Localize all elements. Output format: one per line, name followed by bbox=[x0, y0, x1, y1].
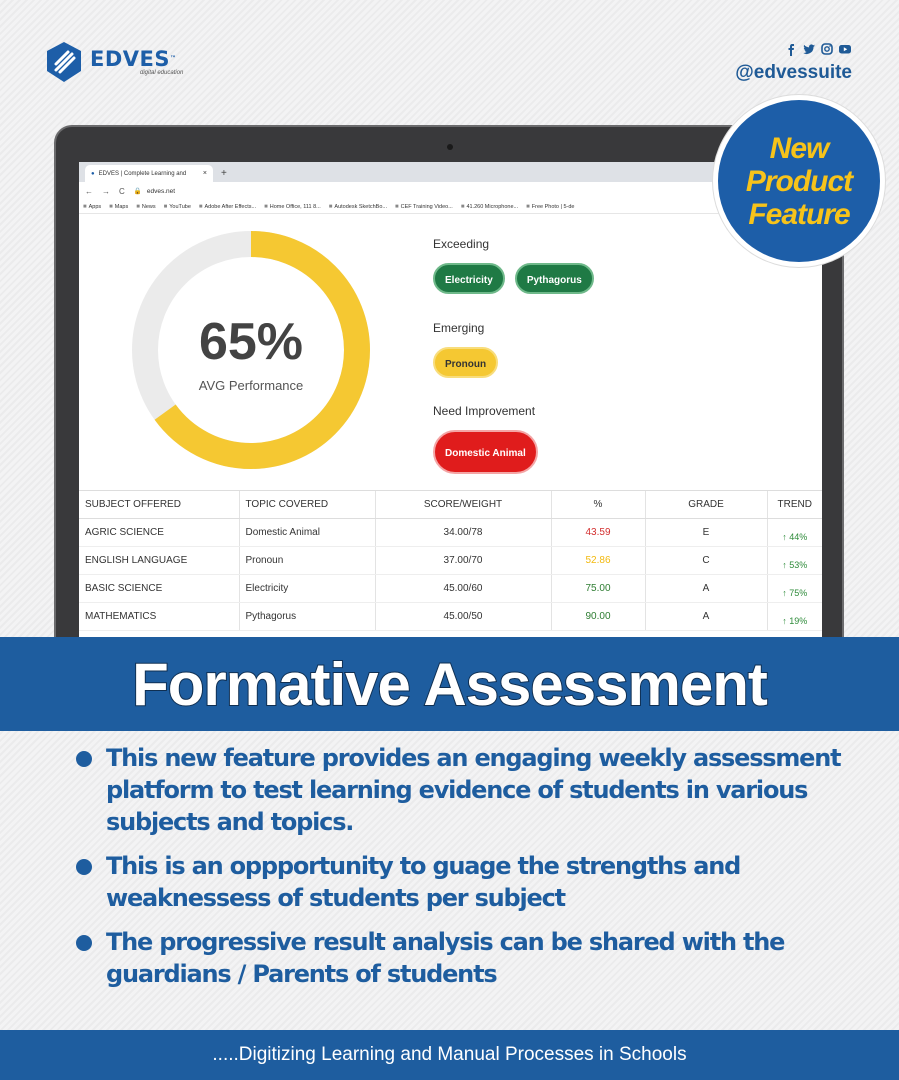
score-cell: 34.00/78 bbox=[375, 519, 551, 547]
browser-tab[interactable] bbox=[85, 165, 213, 182]
new-tab-button[interactable]: + bbox=[221, 168, 227, 179]
percent-cell: 90.00 bbox=[551, 603, 645, 631]
youtube-icon[interactable] bbox=[838, 42, 852, 56]
address-bar[interactable] bbox=[134, 187, 175, 195]
subject-cell: MATHEMATICS bbox=[79, 603, 239, 631]
subject-cell: ENGLISH LANGUAGE bbox=[79, 547, 239, 575]
bookmark-cef-training[interactable]: ■ CEF Training Video... bbox=[395, 204, 453, 210]
bookmark-after-effects[interactable]: ■ Adobe After Effects... bbox=[199, 204, 256, 210]
avg-performance-value: 65% bbox=[198, 313, 304, 371]
table-row[interactable] bbox=[79, 575, 822, 603]
topic-pill[interactable]: Domestic Animal bbox=[433, 430, 538, 474]
brand-name: EDVES™ bbox=[90, 47, 177, 71]
table-row[interactable] bbox=[79, 519, 822, 547]
exceeding-heading: Exceeding bbox=[433, 237, 490, 251]
need-improvement-heading: Need Improvement bbox=[433, 404, 536, 418]
bookmark-maps[interactable]: ■ Maps bbox=[109, 204, 128, 210]
bullet-text: This is an oppportunity to guage the strengths and weaknessess of students per subject bbox=[106, 852, 741, 912]
footer-bar bbox=[0, 1030, 899, 1080]
title-banner bbox=[0, 637, 899, 731]
percent-cell: 75.00 bbox=[551, 575, 645, 603]
column-header: SUBJECT OFFERED bbox=[79, 491, 239, 519]
list-item bbox=[76, 850, 856, 914]
emerging-heading: Emerging bbox=[433, 321, 485, 335]
instagram-icon[interactable] bbox=[820, 42, 834, 56]
grade-cell: E bbox=[645, 519, 767, 547]
avg-performance-label: AVG Performance bbox=[198, 378, 304, 393]
browser-tab-strip bbox=[79, 162, 822, 182]
bookmark-microphone[interactable]: ■ 41.260 Microphone... bbox=[461, 204, 518, 210]
score-cell: 45.00/60 bbox=[375, 575, 551, 603]
column-header: % bbox=[551, 491, 645, 519]
url-text: edves.net bbox=[146, 187, 176, 195]
bookmark-apps[interactable]: ■ Apps bbox=[83, 204, 101, 210]
bullet-icon bbox=[76, 859, 92, 875]
bookmark-sketchbook[interactable]: ■ Autodesk SketchBo... bbox=[329, 204, 387, 210]
social-handle[interactable]: @edvessuite bbox=[735, 62, 852, 83]
social-icons bbox=[735, 42, 852, 58]
topic-cell: Pythagorus bbox=[239, 603, 375, 631]
bullet-icon bbox=[76, 751, 92, 767]
need-improvement-section bbox=[433, 404, 538, 474]
list-item bbox=[76, 742, 856, 838]
bullet-text: This new feature provides an engaging weekly assessment platform to test learning evidence of students in various subjects and topics. bbox=[106, 744, 841, 836]
grade-cell: A bbox=[645, 603, 767, 631]
trend-cell: ↑ 19% bbox=[767, 603, 822, 631]
column-header: GRADE bbox=[645, 491, 767, 519]
bookmarks-bar bbox=[79, 200, 822, 214]
forward-icon[interactable]: → bbox=[102, 186, 110, 196]
score-cell: 37.00/70 bbox=[375, 547, 551, 575]
topic-cell: Electricity bbox=[239, 575, 375, 603]
percent-cell: 52.86 bbox=[551, 547, 645, 575]
topic-cell: Domestic Animal bbox=[239, 519, 375, 547]
grade-cell: C bbox=[645, 547, 767, 575]
facebook-icon[interactable] bbox=[784, 42, 798, 56]
close-tab-icon[interactable]: × bbox=[202, 170, 207, 177]
browser-tab-title: EDVES | Complete Learning and bbox=[98, 170, 187, 177]
list-item bbox=[76, 926, 856, 990]
bookmark-free-photo[interactable]: ■ Free Photo | 5-de bbox=[526, 204, 574, 210]
laptop-camera bbox=[447, 144, 453, 150]
bullet-icon bbox=[76, 935, 92, 951]
column-header: SCORE/WEIGHT bbox=[375, 491, 551, 519]
page-title: Formative Assessment bbox=[132, 650, 767, 718]
topic-cell: Pronoun bbox=[239, 547, 375, 575]
bookmark-news[interactable]: ■ News bbox=[136, 204, 155, 210]
grade-cell: A bbox=[645, 575, 767, 603]
back-icon[interactable]: ← bbox=[85, 186, 93, 196]
browser-toolbar bbox=[79, 182, 822, 200]
emerging-section bbox=[433, 321, 498, 378]
logo-text bbox=[90, 48, 183, 76]
laptop-screen bbox=[79, 162, 822, 640]
column-header: TREND bbox=[767, 491, 822, 519]
footer-tagline: .....Digitizing Learning and Manual Processes in Schools bbox=[212, 1044, 687, 1065]
trend-cell: ↑ 53% bbox=[767, 547, 822, 575]
table-row[interactable] bbox=[79, 547, 822, 575]
social-links bbox=[735, 42, 852, 84]
score-cell: 45.00/50 bbox=[375, 603, 551, 631]
lock-icon: 🔒 bbox=[133, 188, 142, 195]
bullet-text: The progressive result analysis can be shared with the guardians / Parents of students bbox=[106, 928, 785, 988]
favicon-icon: ● bbox=[91, 170, 95, 177]
trend-cell: ↑ 75% bbox=[767, 575, 822, 603]
subject-cell: BASIC SCIENCE bbox=[79, 575, 239, 603]
bookmark-home-office[interactable]: ■ Home Office, 111 8... bbox=[264, 204, 321, 210]
exceeding-section bbox=[433, 237, 594, 294]
table-row[interactable] bbox=[79, 603, 822, 631]
table-header-row bbox=[79, 491, 822, 519]
results-table bbox=[79, 490, 822, 631]
feature-bullet-list bbox=[76, 742, 856, 1002]
badge-text: New Product Feature bbox=[745, 131, 853, 231]
edves-logo-icon bbox=[44, 40, 84, 84]
trend-cell: ↑ 44% bbox=[767, 519, 822, 547]
new-product-feature-badge bbox=[713, 95, 885, 267]
twitter-icon[interactable] bbox=[802, 42, 816, 56]
bookmark-youtube[interactable]: ■ YouTube bbox=[164, 204, 191, 210]
topic-pill[interactable]: Pythagorus bbox=[515, 263, 594, 294]
topic-pill[interactable]: Electricity bbox=[433, 263, 505, 294]
brand-tagline: digital education bbox=[140, 70, 184, 76]
edves-logo bbox=[44, 40, 183, 84]
topic-pill[interactable]: Pronoun bbox=[433, 347, 498, 378]
percent-cell: 43.59 bbox=[551, 519, 645, 547]
column-header: TOPIC COVERED bbox=[239, 491, 375, 519]
subject-cell: AGRIC SCIENCE bbox=[79, 519, 239, 547]
reload-icon[interactable]: C bbox=[119, 186, 125, 196]
